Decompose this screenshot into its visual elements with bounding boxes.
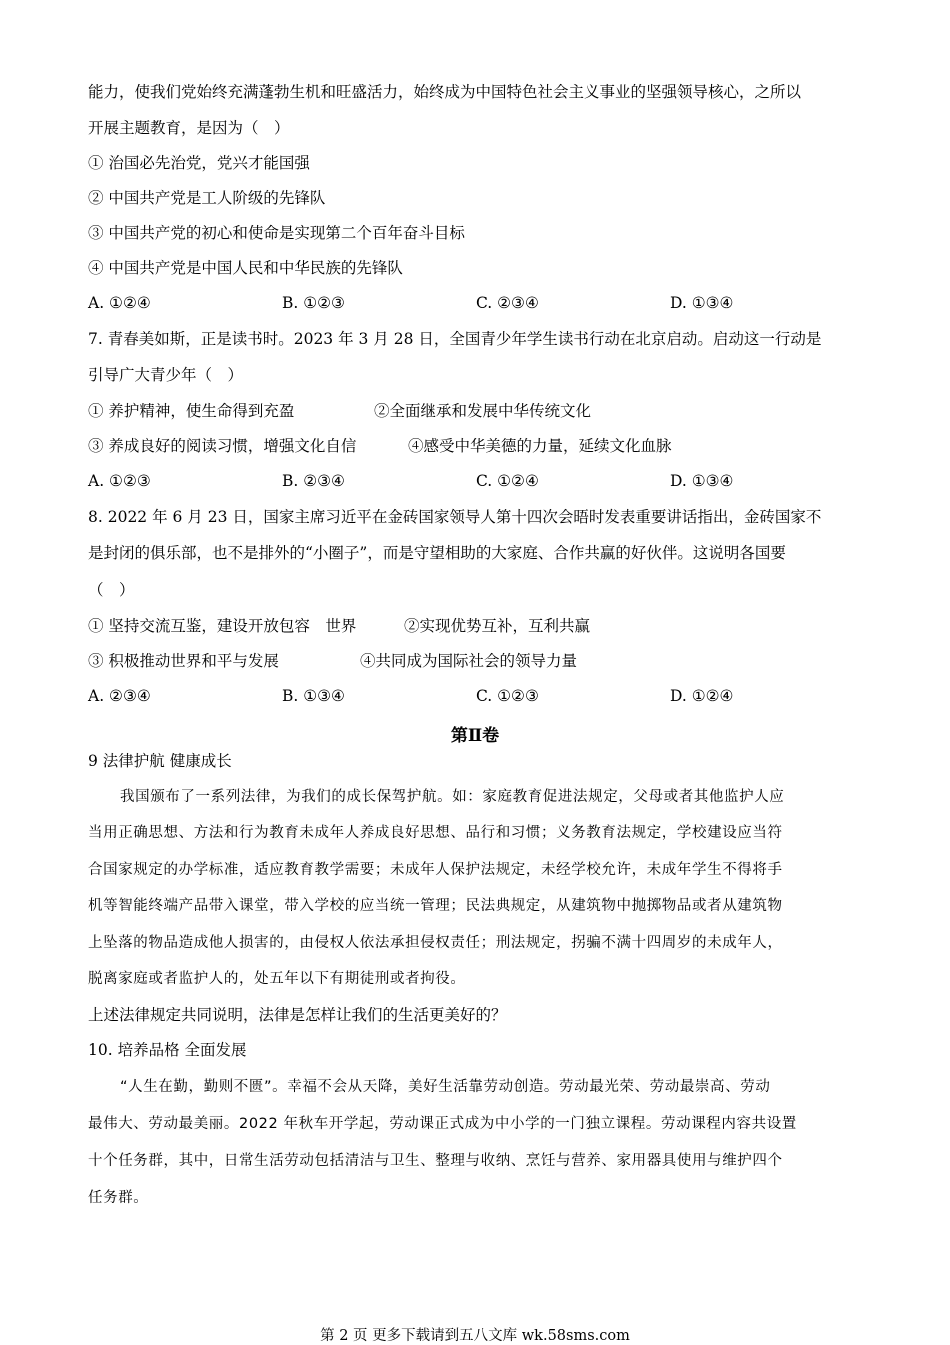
q6-item-4: ④ 中国共产党是中国人民和中华民族的先锋队 <box>88 259 403 277</box>
q6-stem-line-1: 能力，使我们党始终充满蓬勃生机和旺盛活力，始终成为中国特色社会主义事业的坚强领导核心，之所以 <box>88 83 802 101</box>
q9-para-line-6: 脱离家庭或者监护人的，处五年以下有期徒刑或者拘役。 <box>88 971 466 987</box>
q7-stem-line-2: 引导广大青少年（ ） <box>88 366 244 384</box>
q7-choice-b[interactable]: B. ②③④ <box>282 472 345 490</box>
q8-stem-line-1: 8. 2022 年 6 月 23 日，国家主席习近平在金砖国家领导人第十四次会晤时发表重要讲话指出，金砖国家不 <box>88 508 822 526</box>
q8-stem-line-2: 是封闭的俱乐部，也不是排外的“小圈子”，而是守望相助的大家庭、合作共赢的好伙伴。这说明各国要 <box>88 544 786 562</box>
q8-choice-a[interactable]: A. ②③④ <box>88 687 151 705</box>
q6-item-1: ① 治国必先治党，党兴才能国强 <box>88 154 310 172</box>
q10-para-line-1: “人生在勤，勤则不匮”。幸福不会从天降，美好生活靠劳动创造。劳动最光荣、劳动最崇高、劳动 <box>120 1079 771 1095</box>
q8-item-4: ④共同成为国际社会的领导力量 <box>360 652 578 670</box>
q8-item-3: ③ 积极推动世界和平与发展 <box>88 652 279 670</box>
q7-choice-c[interactable]: C. ①②④ <box>476 472 539 490</box>
section-title: 第Ⅱ卷 <box>450 726 500 746</box>
q9-question: 上述法律规定共同说明，法律是怎样让我们的生活更美好的？ <box>88 1006 507 1024</box>
q7-choice-a[interactable]: A. ①②③ <box>88 472 151 490</box>
q7-stem-line-1: 7. 青春美如斯，正是读书时。2023 年 3 月 28 日，全国青少年学生读书行动在北京启动。启动这一行动是 <box>88 330 822 348</box>
q6-item-3: ③ 中国共产党的初心和使命是实现第二个百年奋斗目标 <box>88 224 465 242</box>
q7-item-3: ③ 养成良好的阅读习惯，增强文化自信 <box>88 437 357 455</box>
page-footer: 第 2 页 更多下载请到五八文库 wk.58sms.com <box>320 1328 630 1344</box>
q6-choice-d[interactable]: D. ①③④ <box>670 294 734 312</box>
q8-choice-c[interactable]: C. ①②③ <box>476 687 539 705</box>
q9-para-line-2: 当用正确思想、方法和行为教育未成年人养成良好思想、品行和习惯；义务教育法规定，学校建设应当符 <box>88 825 783 841</box>
q6-choice-a[interactable]: A. ①②④ <box>88 294 151 312</box>
q7-item-1: ① 养护精神，使生命得到充盈 <box>88 402 295 420</box>
q7-item-2: ②全面继承和发展中华传统文化 <box>374 402 592 420</box>
q6-stem-line-2: 开展主题教育，是因为（ ） <box>88 119 290 137</box>
q10-para-line-4: 任务群。 <box>88 1190 149 1206</box>
q9-para-line-3: 合国家规定的办学标准，适应教育教学需要；未成年人保护法规定，未经学校允许，未成年学生不得将手 <box>88 862 783 878</box>
q6-item-2: ② 中国共产党是工人阶级的先锋队 <box>88 189 326 207</box>
q10-para-line-2: 最伟大、劳动最美丽。2022 年秋车开学起，劳动课正式成为中小学的一门独立课程。劳动课程内容共设置 <box>88 1116 797 1132</box>
q8-choice-d[interactable]: D. ①②④ <box>670 687 734 705</box>
q9-para-line-5: 上坠落的物品造成他人损害的，由侵权人依法承担侵权责任；刑法规定，拐骗不满十四周岁的未成年人， <box>88 935 783 951</box>
q9-para-line-4: 机等智能终端产品带入课堂，带入学校的应当统一管理；民法典规定，从建筑物中抛掷物品或者从建筑物 <box>88 898 783 914</box>
q8-stem-line-3: （ ） <box>88 581 135 599</box>
q8-item-1: ① 坚持交流互鉴，建设开放包容 世界 <box>88 617 357 635</box>
q8-item-2: ②实现优势互补，互利共赢 <box>404 617 591 635</box>
q7-choice-d[interactable]: D. ①③④ <box>670 472 734 490</box>
q9-title: 9 法律护航 健康成长 <box>88 752 232 770</box>
q6-choice-b[interactable]: B. ①②③ <box>282 294 345 312</box>
q6-choice-c[interactable]: C. ②③④ <box>476 294 539 312</box>
q10-para-line-3: 十个任务群，其中，日常生活劳动包括清洁与卫生、整理与收纳、烹饪与营养、家用器具使用与维护四个 <box>88 1153 783 1169</box>
q8-choice-b[interactable]: B. ①③④ <box>282 687 345 705</box>
q10-title: 10. 培养品格 全面发展 <box>88 1041 247 1059</box>
q7-item-4: ④感受中华美德的力量，延续文化血脉 <box>408 437 672 455</box>
q9-para-line-1: 我国颁布了一系列法律，为我们的成长保驾护航。如：家庭教育促进法规定，父母或者其他监护人应 <box>120 789 785 805</box>
